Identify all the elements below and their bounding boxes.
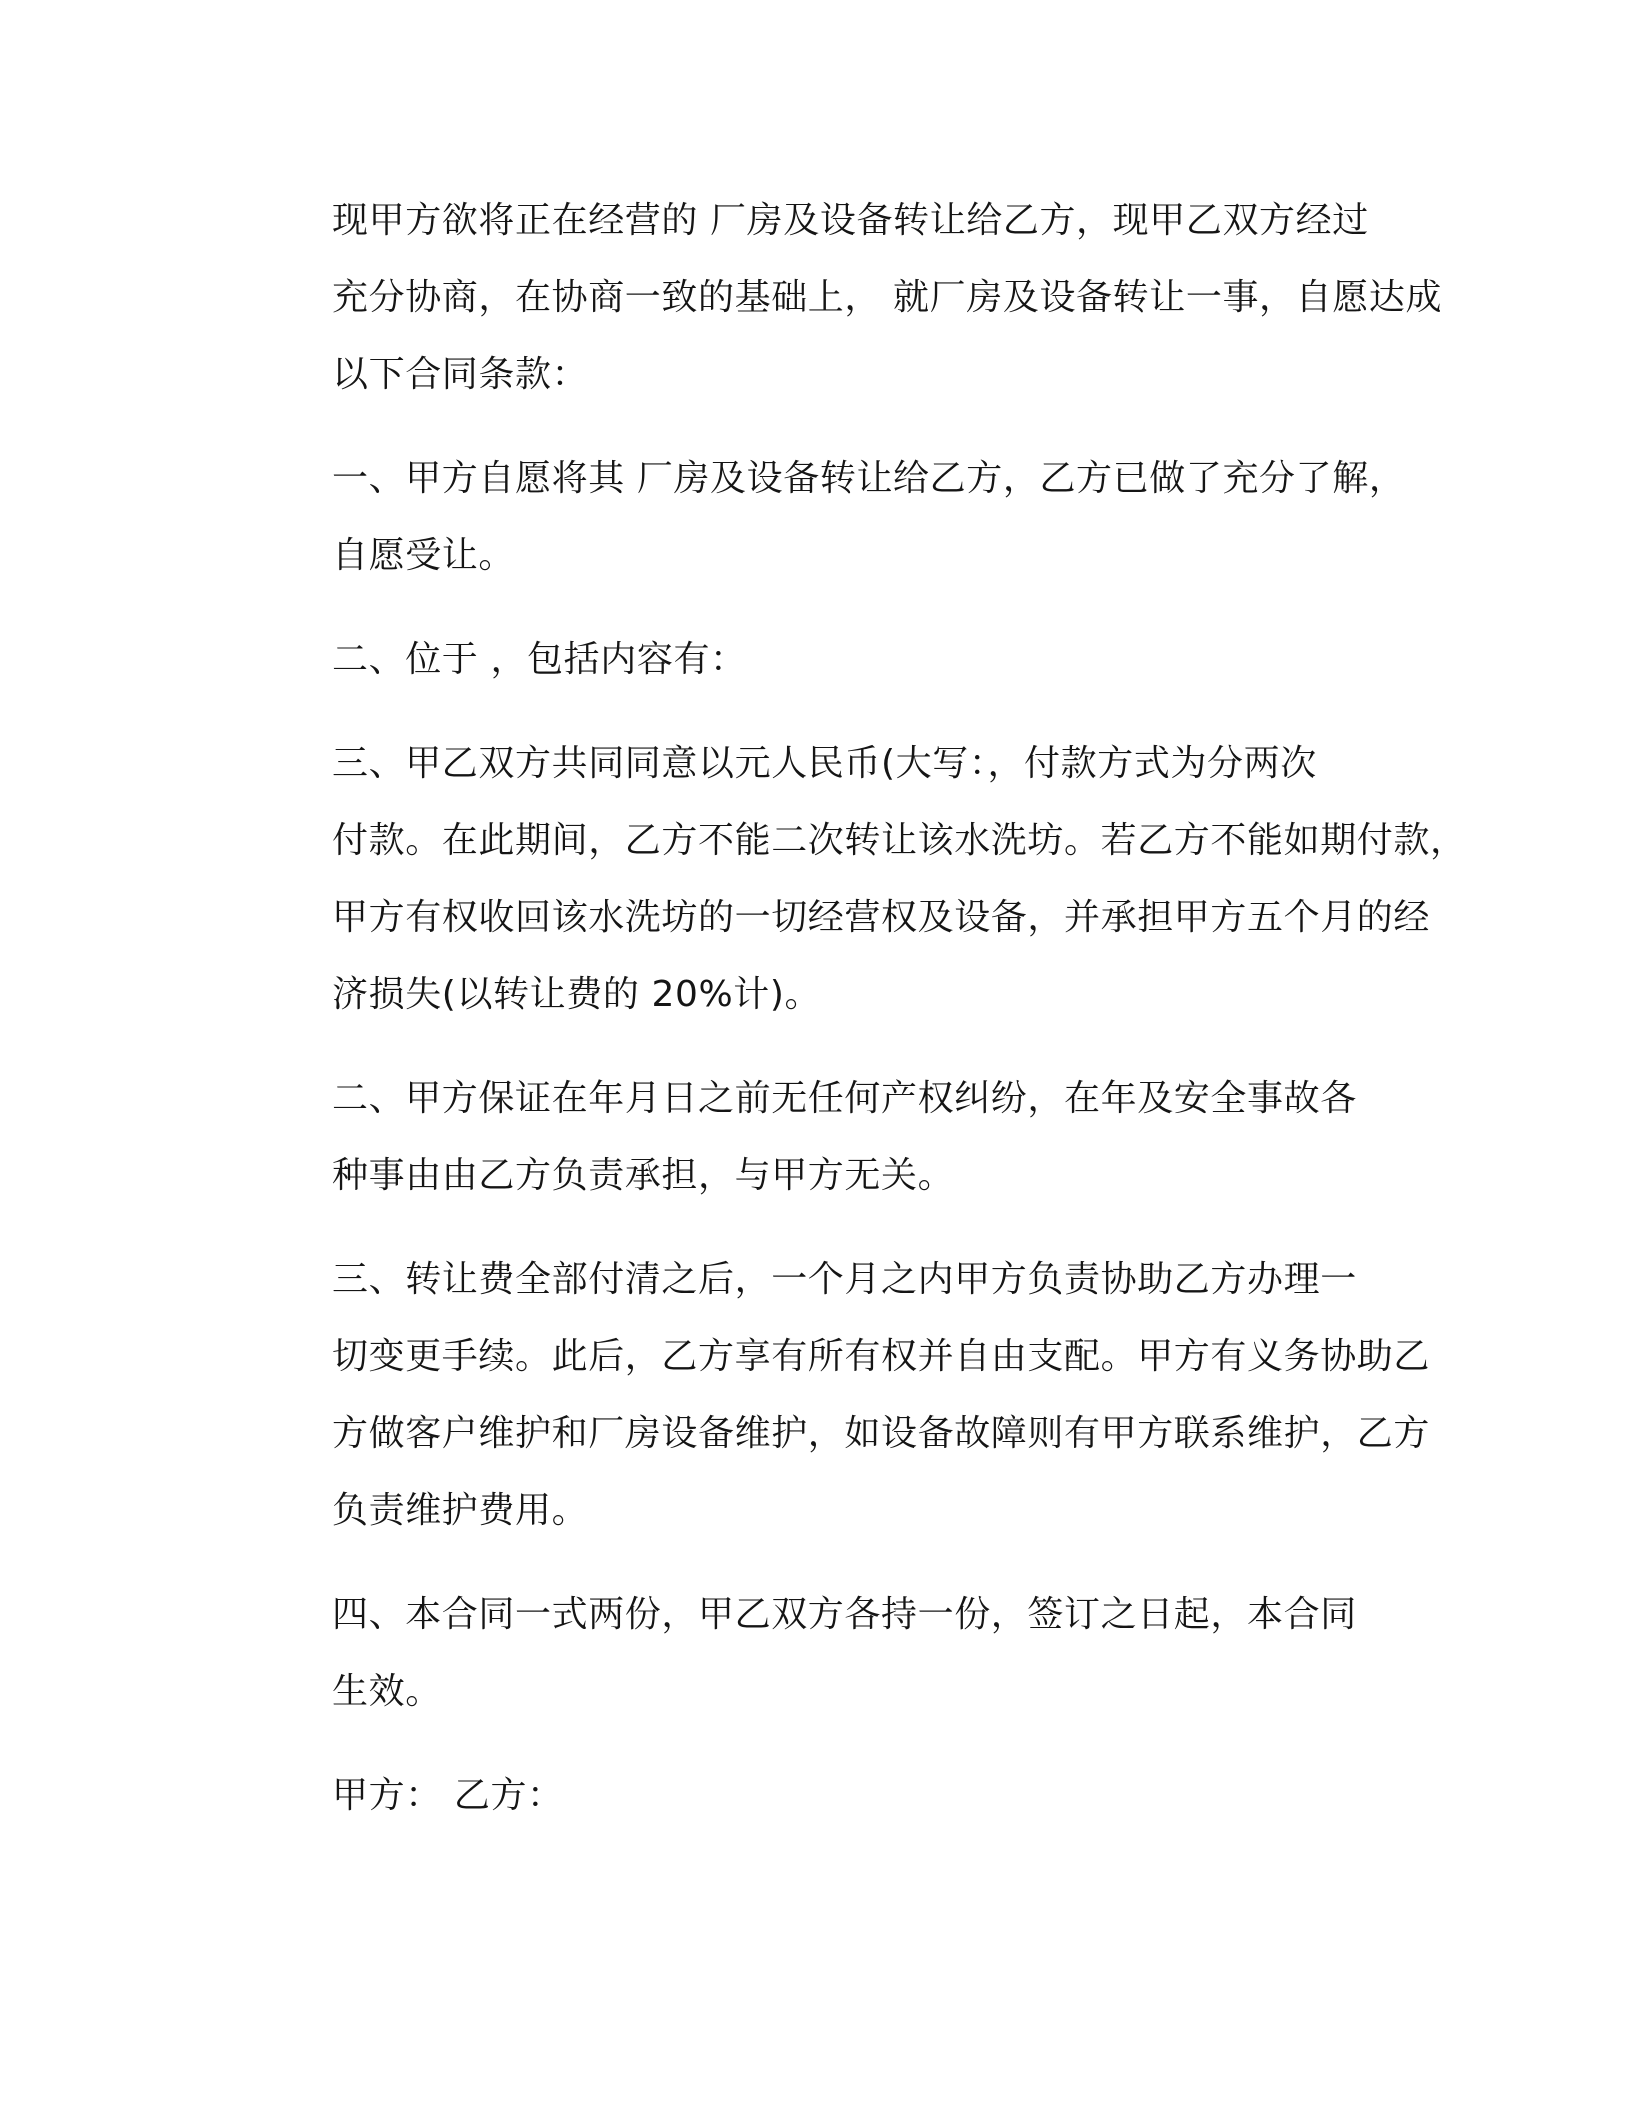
paragraph-line: 三、甲乙双方共同同意以元人民币(大写：，付款方式为分两次 <box>332 743 1317 784</box>
paragraph-line: 二、甲方保证在年月日之前无任何产权纠纷，在年及安全事故各 <box>332 1078 1357 1119</box>
paragraph-line: 四、本合同一式两份，甲乙双方各持一份，签订之日起，本合同 <box>332 1594 1357 1635</box>
party-signature-labels: 甲方： 乙方： <box>332 1775 564 1816</box>
contract-body <box>238 182 1467 1861</box>
intro-paragraph <box>238 182 1443 413</box>
clause-3-paragraph <box>238 725 1467 1033</box>
paragraph-line: 切变更手续。此后，乙方享有所有权并自由支配。甲方有义务协助乙 <box>332 1336 1431 1377</box>
second-clause-3-paragraph <box>238 1241 1431 1549</box>
paragraph-line: 付款。在此期间，乙方不能二次转让该水洗坊。若乙方不能如期付款， <box>332 820 1467 861</box>
paragraph-line: 种事由由乙方负责承担，与甲方无关。 <box>332 1155 955 1196</box>
clause-1-paragraph <box>238 440 1418 594</box>
paragraph-line: 甲方有权收回该水洗坊的一切经营权及设备，并承担甲方五个月的经 <box>332 897 1431 938</box>
clause-2-paragraph <box>238 621 1418 698</box>
paragraph-line: 充分协商，在协商一致的基础上， 就厂房及设备转让一事，自愿达成 <box>332 277 1443 318</box>
paragraph-line: 自愿受让。 <box>332 535 516 576</box>
signature-line <box>238 1757 1418 1834</box>
paragraph-line: 生效。 <box>332 1671 442 1712</box>
paragraph-line: 二、位于 ，包括内容有： <box>332 639 747 680</box>
paragraph-line: 负责维护费用。 <box>332 1490 589 1531</box>
paragraph-line: 济损失(以转让费的 20%计)。 <box>332 974 822 1015</box>
paragraph-line: 三、转让费全部付清之后，一个月之内甲方负责协助乙方办理一 <box>332 1259 1357 1300</box>
second-clause-2-paragraph <box>238 1060 1418 1214</box>
paragraph-line: 方做客户维护和厂房设备维护，如设备故障则有甲方联系维护，乙方 <box>332 1413 1431 1454</box>
paragraph-line: 现甲方欲将正在经营的 厂房及设备转让给乙方，现甲乙双方经过 <box>332 200 1369 241</box>
clause-4-paragraph <box>238 1576 1418 1730</box>
paragraph-line: 以下合同条款： <box>332 354 589 395</box>
paragraph-line: 一、甲方自愿将其 厂房及设备转让给乙方，乙方已做了充分了解， <box>332 458 1406 499</box>
